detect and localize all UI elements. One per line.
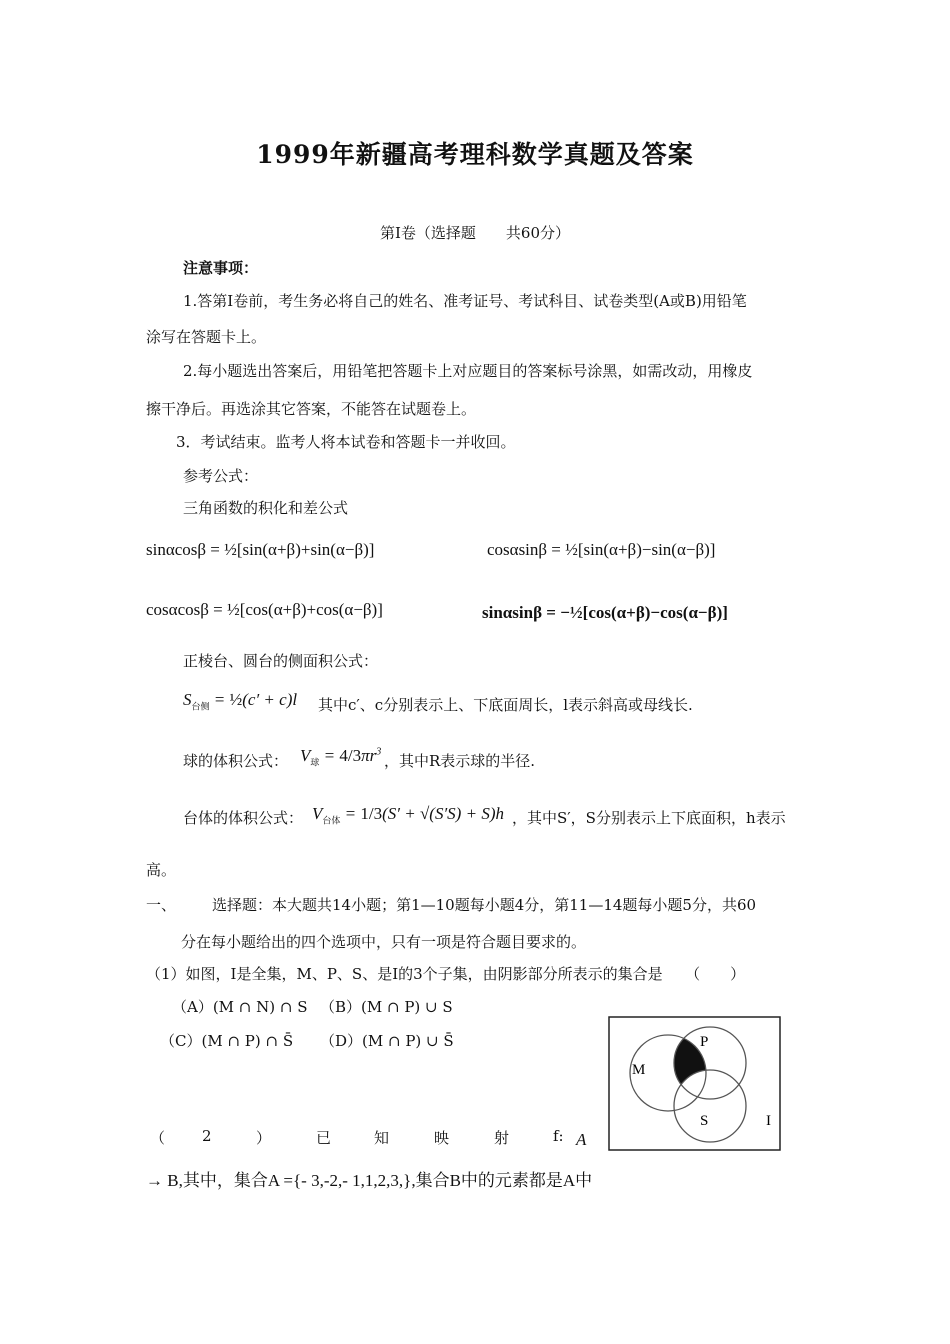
sphere-volume-formula: $V_球 = 4/3\pi r^3$ <box>300 746 382 768</box>
q2-char-6: 射 <box>494 1129 510 1147</box>
tai-volume-note: ，其中S′，S分别表示上下底面积，h表示 <box>512 809 786 827</box>
q2-set-a: A <box>576 1130 587 1149</box>
trig-formula-label: 三角函数的积化和差公式 <box>183 499 349 517</box>
label-i: I <box>766 1113 771 1129</box>
label-m: M <box>632 1062 646 1078</box>
q1-option-b: （B）(M ∩ P) ∪ S <box>320 998 453 1016</box>
notice-item-1-line-2: 涂写在答题卡上。 <box>146 328 267 346</box>
q2-char-1: 2 <box>202 1127 212 1145</box>
q2-char-4: 知 <box>374 1129 390 1147</box>
notice-item-2-line-1: 2.每小题选出答案后，用铅笔把答题卡上对应题目的答案标号涂黑，如需改动，用橡皮 <box>183 362 753 380</box>
notice-item-2-line-2: 擦干净后。再选涂其它答案，不能答在试题卷上。 <box>146 400 477 418</box>
page-title: 1999年新疆高考理科数学真题及答案 <box>256 140 694 169</box>
formula-cos-sin: cosαsinβ = ½[sin(α+β)−sin(α−β)] <box>487 540 716 559</box>
label-s: S <box>700 1113 709 1129</box>
section-header: 第Ⅰ卷（选择题 共60分） <box>379 224 570 242</box>
q2-char-7: f: <box>553 1127 564 1145</box>
tai-volume-formula: $V_{台体} = 1/3(S' + √(S'S) + S)h$ <box>312 804 504 826</box>
notice-heading: 注意事项： <box>183 259 259 277</box>
q1-option-d: （D）(M ∩ P) ∪ S̄ <box>320 1032 454 1050</box>
q2-char-3: 已 <box>316 1129 332 1147</box>
label-p: P <box>700 1034 709 1050</box>
tai-volume-note-2: 高。 <box>146 861 177 879</box>
formula-sin-sin: sinαsinβ = −½[cos(α+β)−cos(α−β)] <box>482 603 728 622</box>
notice-item-1-line-1: 1.答第Ⅰ卷前，考生务必将自己的姓名、准考证号、考试科目、试卷类型(A或B)用铅笔 <box>183 292 747 310</box>
q1-stem: （1）如图，I是全集，M、P、S、是I的3个子集，由阴影部分所表示的集合是 （ ） <box>146 965 746 983</box>
q2-char-2: ） <box>256 1129 272 1147</box>
notice-item-3: 3．考试结束。监考人将本试卷和答题卡一并收回。 <box>176 433 516 451</box>
sphere-volume-label: 球的体积公式： <box>183 752 289 770</box>
sphere-volume-note: ，其中R表示球的半径. <box>384 752 536 770</box>
q2-line-2: → B,其中，集合A ={- 3,-2,- 1,1,2,3,},集合B中的元素都是A中 <box>146 1171 593 1190</box>
frustum-area-note: 其中c′、c分别表示上、下底面周长，l表示斜高或母线长. <box>318 696 693 714</box>
ref-formula-label: 参考公式： <box>183 467 259 485</box>
frustum-area-label: 正棱台、圆台的侧面积公式： <box>183 652 379 670</box>
section-1-number: 一、 <box>146 896 177 914</box>
section-1-line-2: 分在每小题给出的四个选项中，只有一项是符合题目要求的。 <box>181 933 587 951</box>
venn-diagram <box>608 1016 782 1152</box>
q1-option-a: （A）(M ∩ N) ∩ S <box>172 998 308 1016</box>
formula-cos-cos: cosαcosβ = ½[cos(α+β)+cos(α−β)] <box>146 600 383 619</box>
q2-char-5: 映 <box>434 1129 450 1147</box>
section-1-line-1: 选择题：本大题共14小题；第1—10题每小题4分，第11—14题每小题5分，共60 <box>212 896 757 914</box>
q2-char-0: （ <box>150 1129 166 1147</box>
formula-sin-cos: sinαcosβ = ½[sin(α+β)+sin(α−β)] <box>146 540 375 559</box>
frustum-area-formula: $S_{台侧}$ = ½(c′ + c)l <box>183 690 298 712</box>
tai-volume-label: 台体的体积公式： <box>183 809 304 827</box>
q1-option-c: （C）(M ∩ P) ∩ S̄ <box>160 1032 294 1050</box>
